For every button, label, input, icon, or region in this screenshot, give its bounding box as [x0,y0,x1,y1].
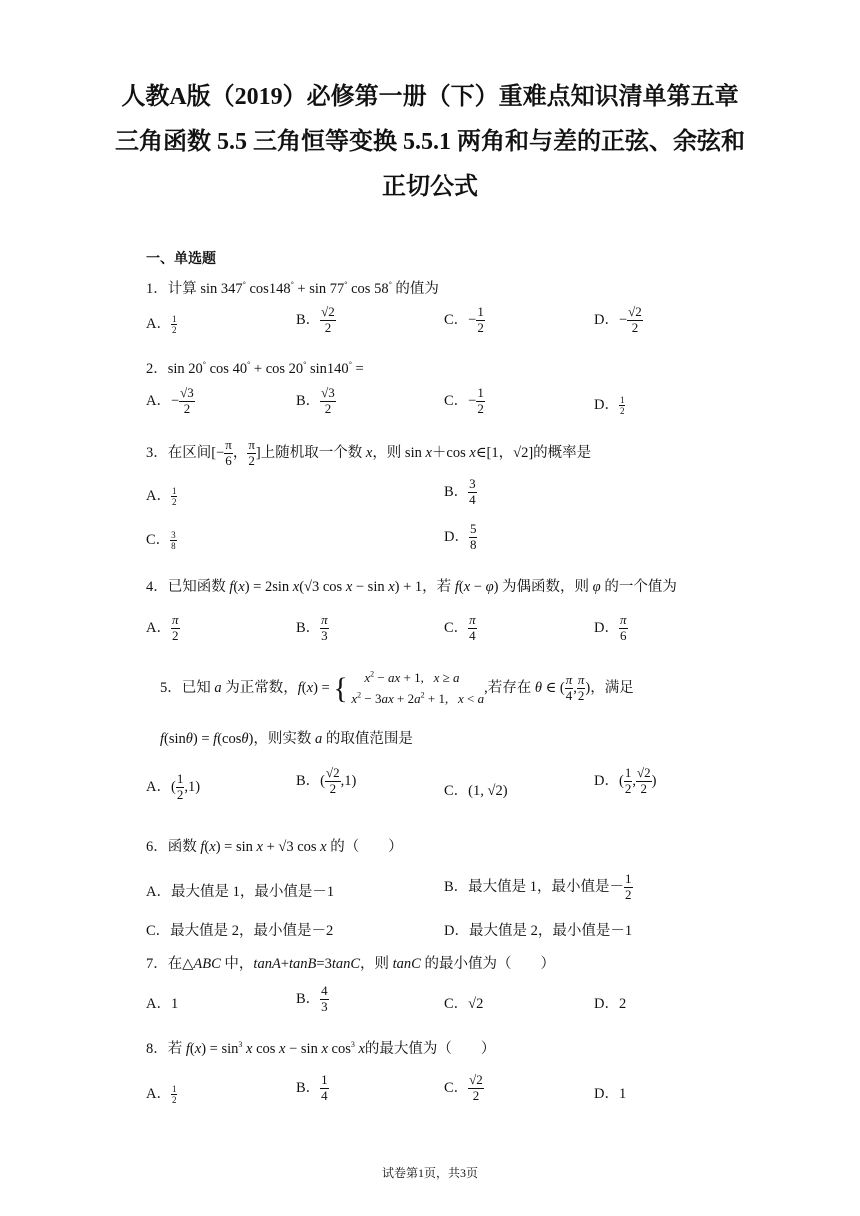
question-1-stem: 1．计算 sin 347° cos148° + sin 77° cos 58° 的值为 [146,280,439,297]
question-4-option-a: A． $\frac{\pi}{2}$ [146,612,179,643]
question-4-stem: 4．已知函数 f(x) = 2sin x(√3 cos x − sin x) + 1，若 f(x − φ) 为偶函数，则 φ 的一个值为 [146,579,677,595]
question-3-option-c: C． $\frac{3}{8}$ [146,529,176,552]
question-7-stem: 7．在△ABC 中，tanA+tanB=3tanC，则 tanC 的最小值为（ ） [146,956,555,972]
section-heading: 一、单选题 [146,252,216,267]
question-5-option-d: D．( $\frac{1}{2}$ , $\frac{√2}{2}$ ) [594,765,657,796]
question-8-option-d: D．1 [594,1086,627,1102]
question-7-option-c: C．√2 [444,996,484,1012]
question-7-option-a: A．1 [146,996,179,1012]
title-line-2: 三角函数 5.5 三角恒等变换 5.5.1 两角和与差的正弦、余弦和 [115,129,745,155]
question-6-option-b: B．最大值是 1，最小值是－ $\frac{1}{2}$ [444,871,632,902]
question-2-option-a: A．− $\frac{√3}{2}$ [146,385,194,416]
question-1-option-d: D．− $\frac{√2}{2}$ [594,304,642,335]
question-1-option-b: B． $\frac{√2}{2}$ [296,304,335,335]
question-6-option-a: A．最大值是 1，最小值是－1 [146,884,335,900]
question-6-stem: 6．函数 f(x) = sin x + √3 cos x 的（ ） [146,839,403,855]
title-line-3: 正切公式 [382,174,478,200]
question-5-option-a: A．( $\frac{1}{2}$ ,1) [146,771,201,802]
title-line-1: 人教A版（2019）必修第一册（下）重难点知识清单第五章 [121,84,739,110]
question-3-option-b: B． $\frac{3}{4}$ [444,476,476,507]
question-4-option-c: C． $\frac{\pi}{4}$ [444,612,476,643]
page-footer: 试卷第1页，共3页 [381,1166,478,1180]
question-4-option-d: D． $\frac{\pi}{6}$ [594,612,627,643]
question-8-option-c: C． $\frac{√2}{2}$ [444,1072,483,1103]
question-5-stem-line-2: f(sinθ) = f(cosθ)，则实数 a 的取值范围是 [160,731,413,747]
question-8-option-b: B． $\frac{1}{4}$ [296,1072,328,1103]
question-7-option-b: B． $\frac{4}{3}$ [296,983,328,1014]
question-5-stem-line-1: 5．已知 a 为正常数，f(x) = { $x^2$ − ax + 1, x ≥ a $x^2 - 3ax + 2a^2 + 1$, x < a ,若存在 θ ∈ ( $\frac{\pi}{4}$ , $\frac{\pi}{2}$ )，满足 [160,669,634,706]
question-2-option-d: D． $\frac{1}{2}$ [594,394,625,417]
question-1-option-a: A． $\frac{1}{2}$ [146,313,177,336]
question-2-option-c: C．− $\frac{1}{2}$ [444,385,484,416]
question-5-option-c: C．(1, √2) [444,783,508,799]
question-7-option-d: D．2 [594,996,627,1012]
question-3-stem: 3．在区间[− $\frac{\pi}{6}$ ， $\frac{\pi}{2}$ ]上随机取一个数 x，则 sin x＋cos x∈[1，√2]的概率是 [146,437,592,468]
question-5-option-b: B．( $\frac{√2}{2}$ ,1) [296,765,357,796]
question-2-option-b: B． $\frac{√3}{2}$ [296,385,335,416]
question-6-option-c: C．最大值是 2，最小值是－2 [146,923,334,939]
question-6-option-d: D．最大值是 2，最小值是－1 [444,923,633,939]
question-3-option-a: A． $\frac{1}{2}$ [146,485,177,508]
question-2-stem: 2．sin 20° cos 40° + cos 20° sin140° = [146,360,364,377]
question-4-option-b: B． $\frac{\pi}{3}$ [296,612,328,643]
question-8-option-a: A． $\frac{1}{2}$ [146,1083,177,1106]
question-8-stem: 8．若 $f(x) = \sin^3 x$ cos x − sin x $\cos^3 x$的最大值为（ ） [146,1040,496,1057]
question-3-option-d: D． $\frac{5}{8}$ [444,521,477,552]
question-1-option-c: C．− $\frac{1}{2}$ [444,304,484,335]
